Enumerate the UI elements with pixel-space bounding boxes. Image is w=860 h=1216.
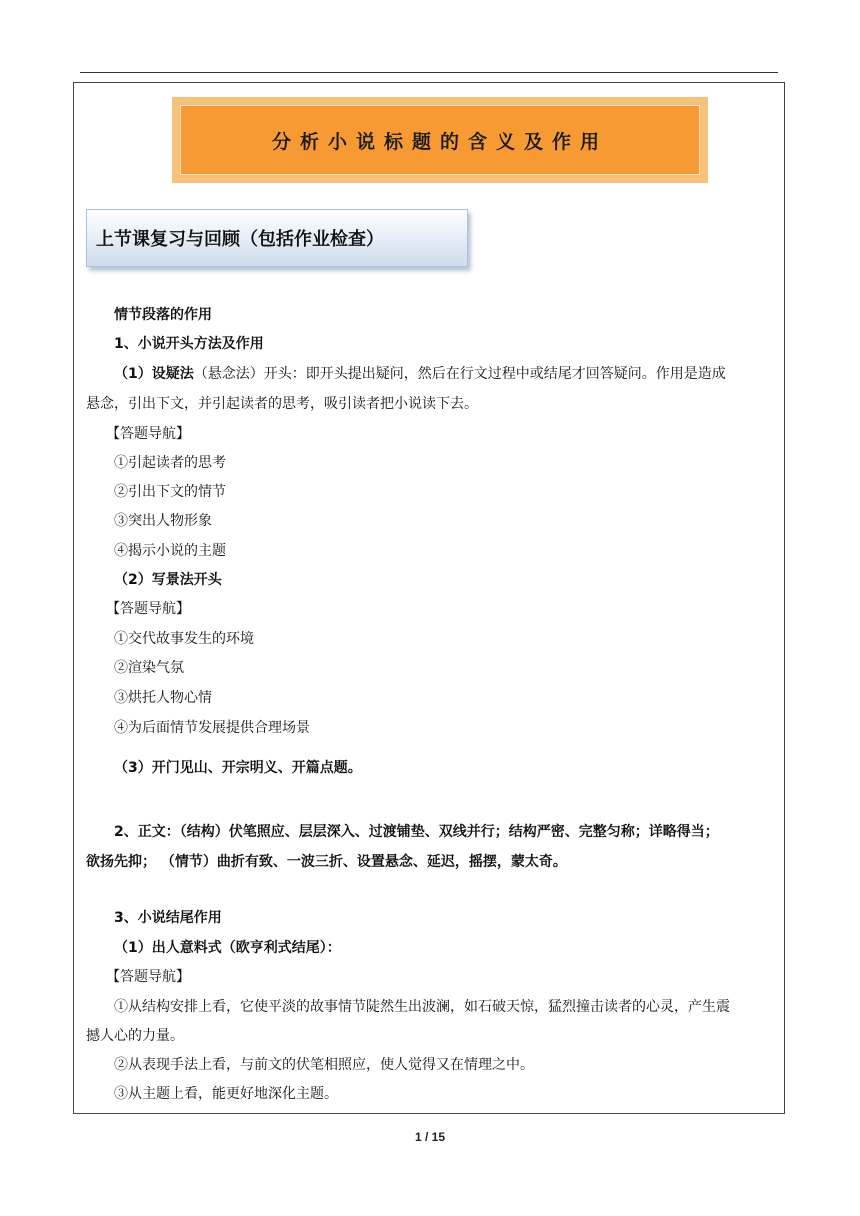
guide-label-b: 【答题导航】 [106,601,190,617]
item2-line-a: 2、正文：（结构）伏笔照应、层层深入、过渡铺垫、双线并行；结构严密、完整匀称；详略得当； [114,824,719,840]
method1-line [114,364,726,384]
guide-b-item-1: ①交代故事发生的环境 [114,631,254,647]
guide-a-item-1: ①引起读者的思考 [114,455,226,471]
guide-c-item-1a: ①从结构安排上看，它使平淡的故事情节陡然生出波澜，如石破天惊，猛烈撞击读者的心灵，产生震 [114,999,730,1015]
section-heading: 上节课复习与回顾（包括作业检查） [96,229,384,250]
guide-c-item-2: ②从表现手法上看，与前文的伏笔相照应，使人觉得又在情理之中。 [114,1057,534,1073]
guide-a-item-4: ④揭示小说的主题 [114,543,226,559]
plot-heading: 情节段落的作用 [114,307,212,323]
guide-c-item-1b: 撼人心的力量。 [86,1028,184,1044]
item3-heading: 3、小说结尾作用 [114,910,222,926]
guide-c-item-3: ③从主题上看，能更好地深化主题。 [114,1086,338,1102]
item1-heading: 1、小说开头方法及作用 [114,336,264,352]
title-banner-inner [180,105,700,175]
method1-label: （1）设疑法 [114,366,194,382]
method2-heading: （2）写景法开头 [114,572,222,588]
guide-label-c: 【答题导航】 [106,969,190,985]
item2-line-b: 欲扬先抑； （情节）曲折有致、一波三折、设置悬念、延迟，摇摆，蒙太奇。 [86,854,567,870]
method3-heading: （3）开门见山、开宗明义、开篇点题。 [114,760,362,776]
guide-b-item-2: ②渲染气氛 [114,660,184,676]
method1-text-b: 悬念，引出下文，并引起读者的思考，吸引读者把小说读下去。 [86,396,478,412]
section-heading-box [86,209,468,267]
page-title: 分析小说标题的含义及作用 [271,130,608,153]
guide-label-a: 【答题导航】 [106,426,190,442]
header-rule [80,72,778,73]
page-number: 1 / 15 [414,1130,446,1144]
guide-b-item-4: ④为后面情节发展提供合理场景 [114,720,310,736]
guide-b-item-3: ③烘托人物心情 [114,690,212,706]
ending1-heading: （1）出人意料式（欧亨利式结尾）： [114,940,341,956]
guide-a-item-3: ③突出人物形象 [114,513,212,529]
title-banner [172,97,708,183]
method1-text-a: （悬念法）开头：即开头提出疑问，然后在行文过程中或结尾才回答疑问。作用是造成 [193,366,726,382]
guide-a-item-2: ②引出下文的情节 [114,484,226,500]
